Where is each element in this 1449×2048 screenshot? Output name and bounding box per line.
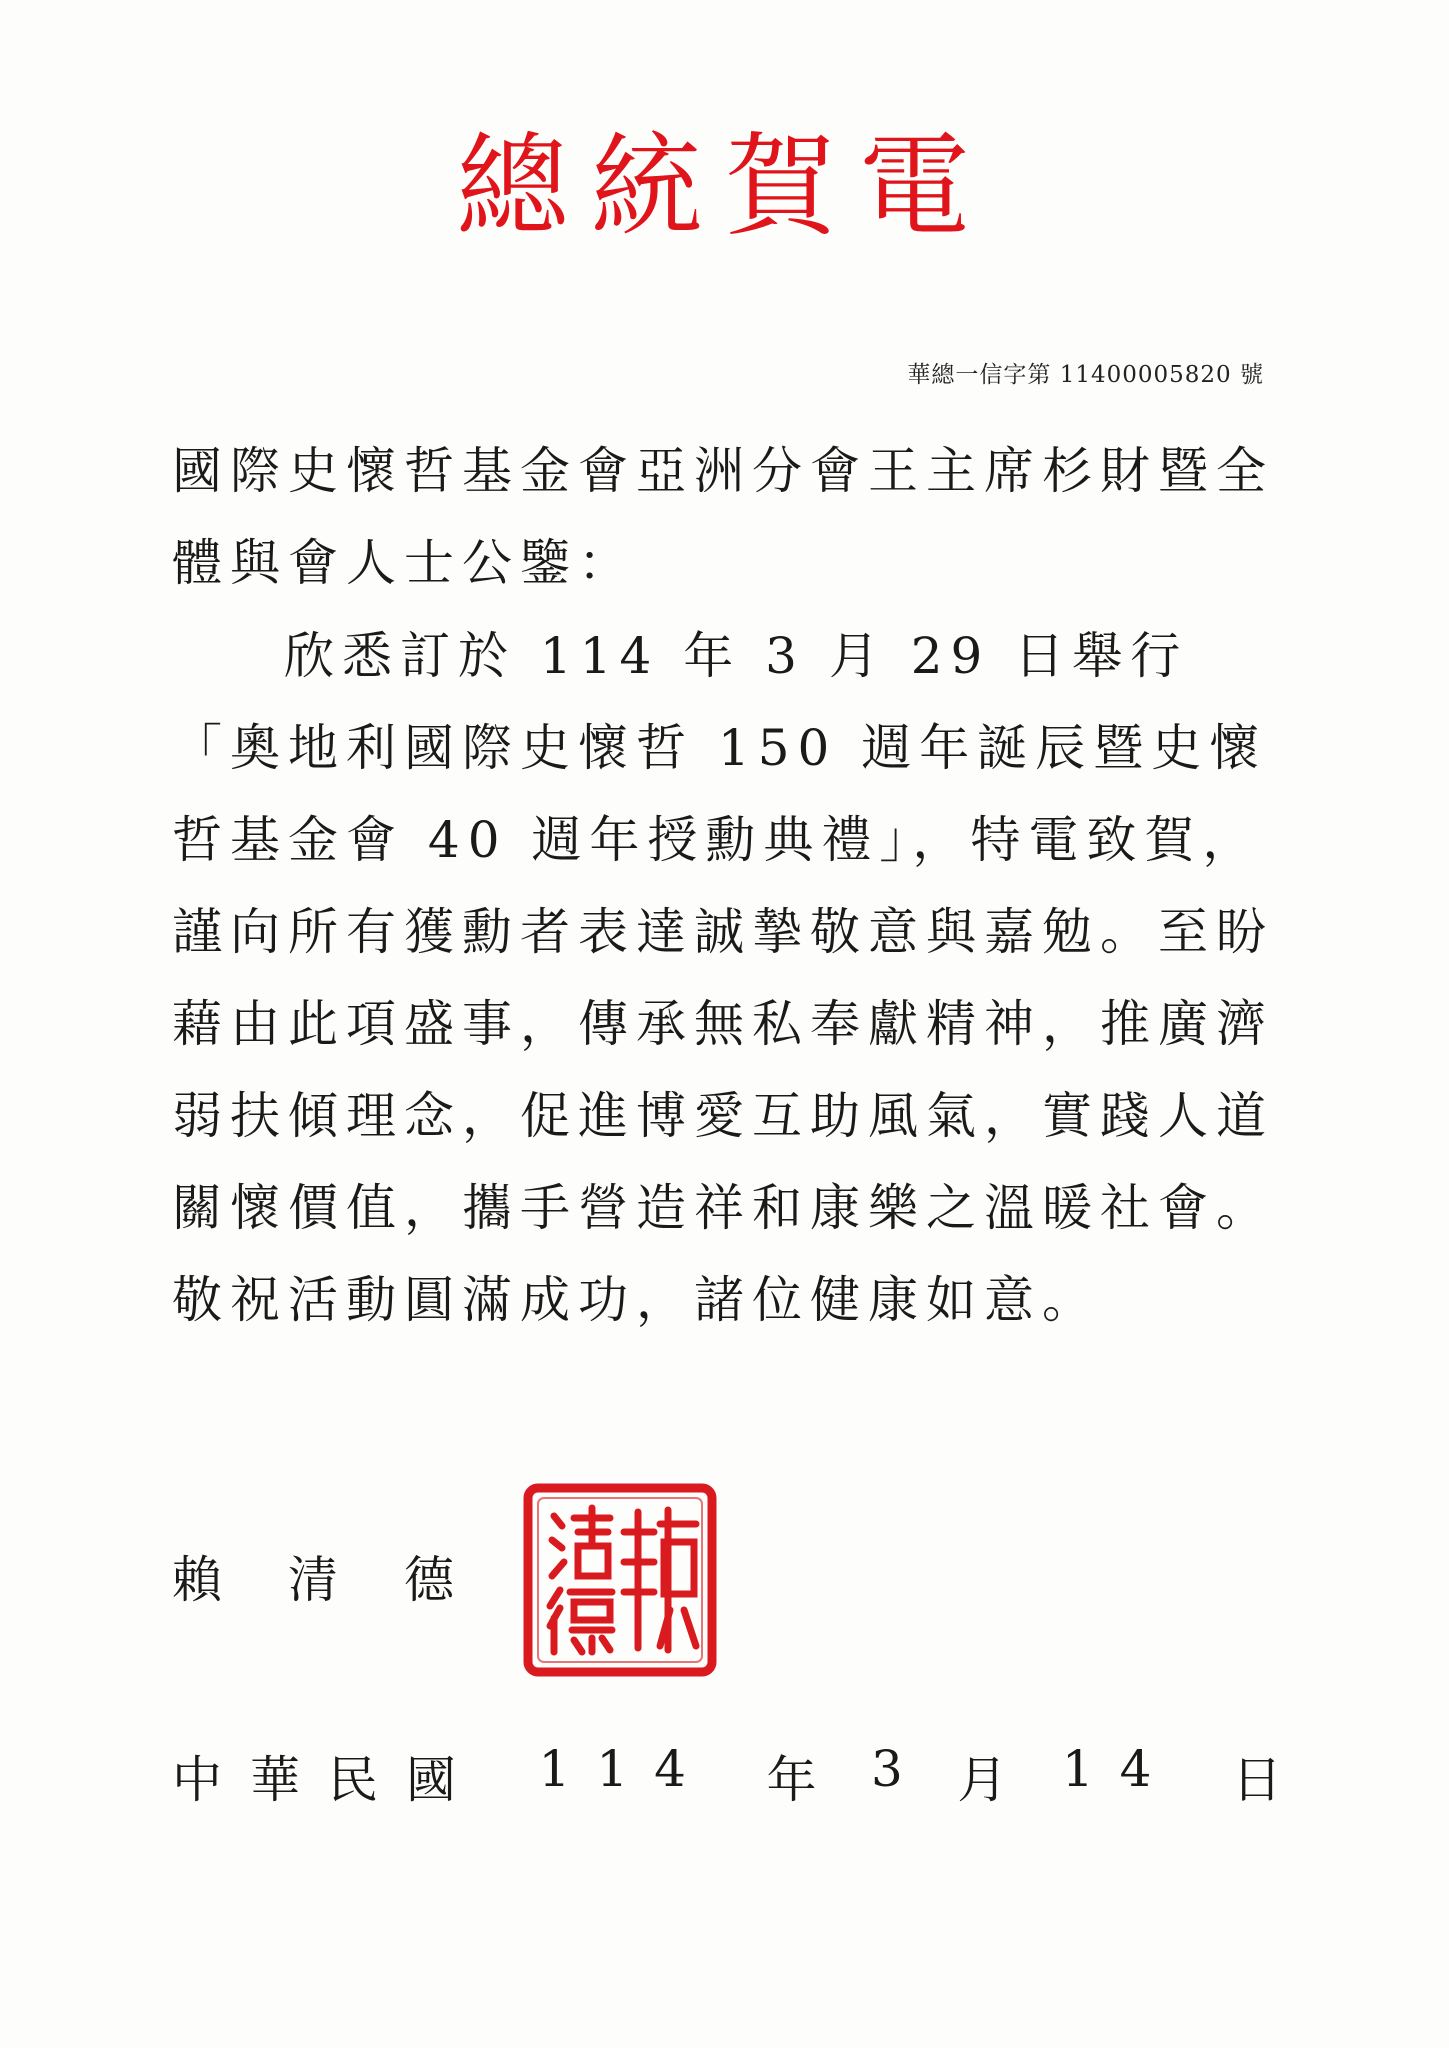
date-month: 3 (870, 1740, 903, 1798)
addressee: 國際史懷哲基金會亞洲分會王主席杉財暨全體與會人士公鑒： (172, 442, 1274, 592)
document-title: 總統賀電 (456, 122, 993, 252)
date-day: 14 (1061, 1740, 1178, 1798)
seal-stamp-icon (520, 1480, 720, 1680)
body-text: 欣悉訂於 114 年 3 月 29 日舉行「奧地利國際史懷哲 150 週年誕辰暨史懷哲基金會 40 週年授勳典禮」，特電致賀，謹向所有獲勳者表達誠摯敬意與嘉勉。至盼藉由此項盛事，傳承無私奉獻精神，推廣濟弱扶傾理念，促進博愛互助風氣，實踐人道關懷價值，攜手營造祥和康樂之溫暖社會。敬祝活動圓滿成功，諸位健康如意。 (172, 627, 1274, 1329)
document-number: 華總一信字第 11400005820 號 (907, 362, 1264, 388)
date-era: 中華民國 (172, 1751, 484, 1809)
date-line (172, 1740, 1282, 1812)
date-day-unit: 日 (1231, 1751, 1282, 1809)
date-year-unit: 年 (766, 1751, 817, 1809)
signer-name: 賴清德 (172, 1551, 520, 1609)
date-month-unit: 月 (957, 1751, 1008, 1809)
date-year: 114 (538, 1740, 712, 1798)
